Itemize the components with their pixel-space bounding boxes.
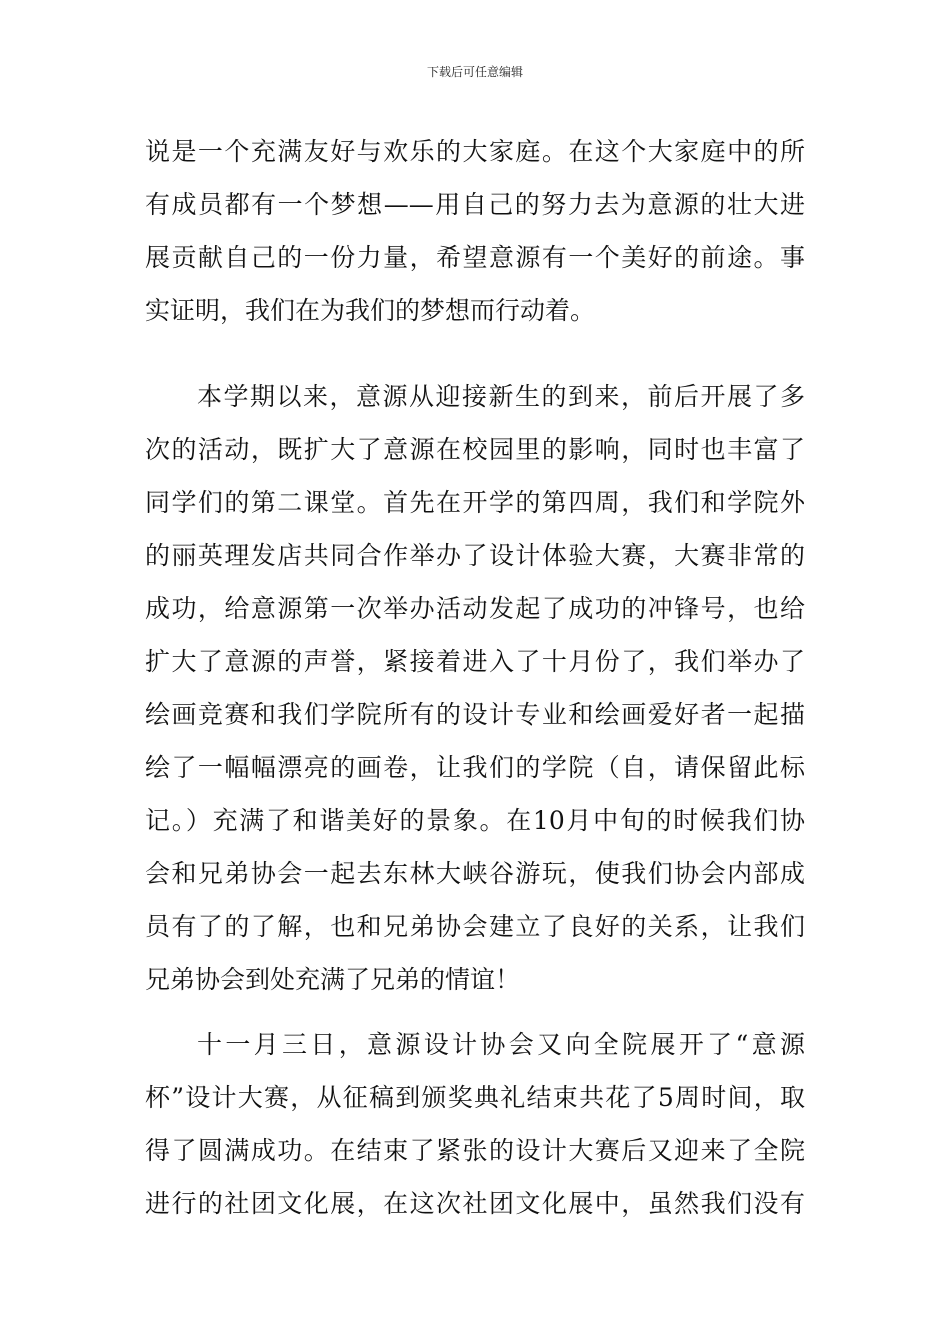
page-header-note: 下载后可任意编辑 <box>426 65 523 79</box>
text-line: 会和兄弟协会一起去东林大峡谷游玩，使我们协会内部成 <box>145 859 805 888</box>
text-line: 得了圆满成功。在结束了紧张的设计大赛后又迎来了全院 <box>145 1136 805 1165</box>
text-line: 记。）充满了和谐美好的景象。在10月中旬的时候我们协 <box>145 806 805 835</box>
text-line: 扩大了意源的声誉，紧接着进入了十月份了，我们举办了 <box>145 647 805 676</box>
paragraph-2 <box>145 370 805 1006</box>
text-line: 说是一个充满友好与欢乐的大家庭。在这个大家庭中的所 <box>145 137 805 166</box>
text-line: 同学们的第二课堂。首先在开学的第四周，我们和学院外 <box>145 488 805 517</box>
text-line: 有成员都有一个梦想——用自己的努力去为意源的壮大进 <box>145 190 805 219</box>
paragraph-3 <box>145 1018 805 1230</box>
text-line: 的丽英理发店共同合作举办了设计体验大赛，大赛非常的 <box>145 541 805 570</box>
text-line: 兄弟协会到处充满了兄弟的情谊！ <box>145 965 521 994</box>
text-line: 次的活动，既扩大了意源在校园里的影响，同时也丰富了 <box>145 435 805 464</box>
text-line: 成功，给意源第一次举办活动发起了成功的冲锋号，也给 <box>145 594 805 623</box>
text-line: 十一月三日，意源设计协会又向全院展开了“意源 <box>197 1030 805 1059</box>
text-line: 实证明，我们在为我们的梦想而行动着。 <box>145 296 596 325</box>
text-line: 展贡献自己的一份力量，希望意源有一个美好的前途。事 <box>145 243 805 272</box>
text-line: 员有了的了解，也和兄弟协会建立了良好的关系，让我们 <box>145 912 805 941</box>
paragraph-1 <box>145 125 805 337</box>
text-line: 绘画竞赛和我们学院所有的设计专业和绘画爱好者一起描 <box>145 700 805 729</box>
text-line: 杯”设计大赛，从征稿到颁奖典礼结束共花了5周时间，取 <box>145 1083 805 1112</box>
text-line: 绘了一幅幅漂亮的画卷，让我们的学院（自，请保留此标 <box>145 753 805 782</box>
text-line: 本学期以来，意源从迎接新生的到来，前后开展了多 <box>197 382 805 411</box>
text-line: 进行的社团文化展，在这次社团文化展中，虽然我们没有 <box>145 1189 805 1218</box>
